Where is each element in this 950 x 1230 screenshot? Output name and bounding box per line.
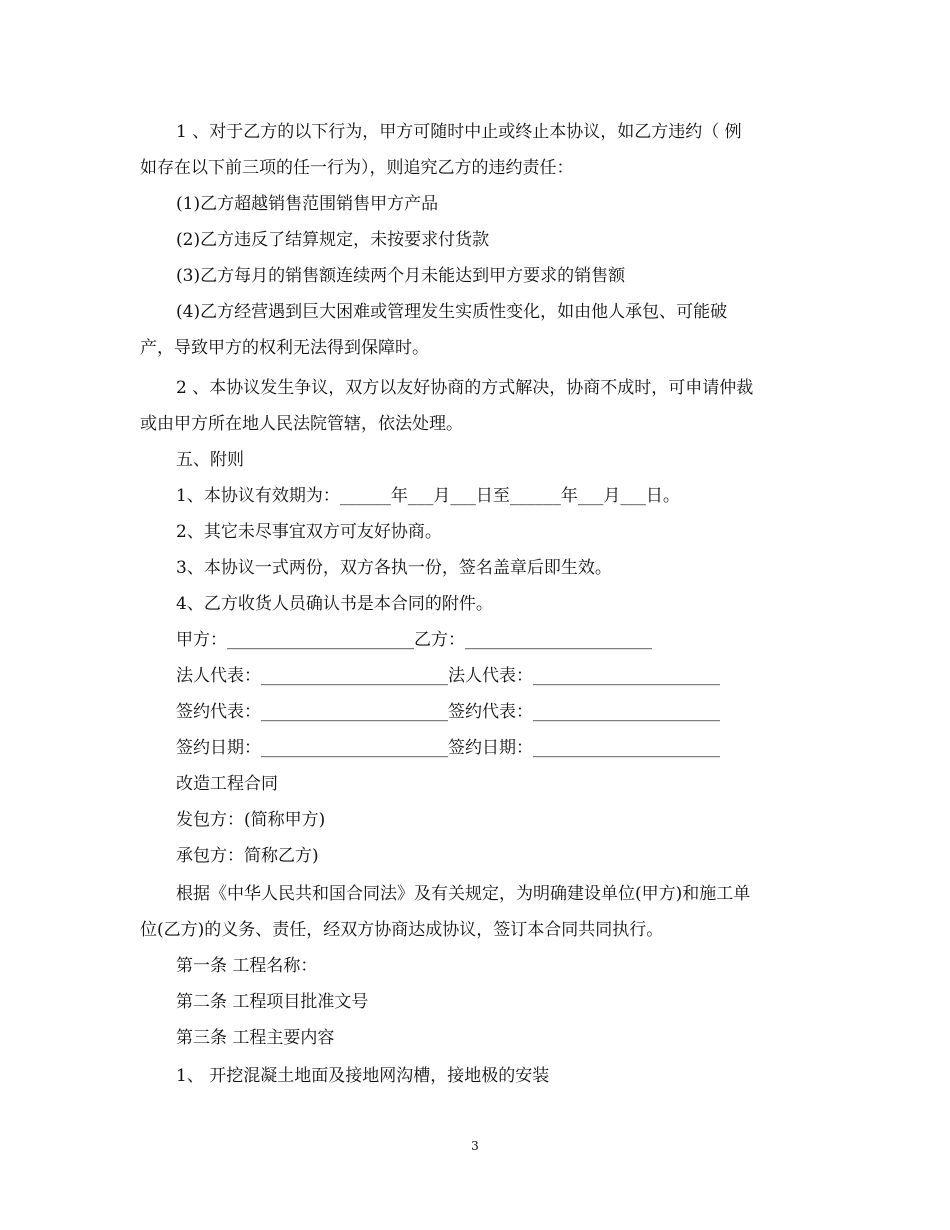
item-4-line-1: (4)乙方经营遇到巨大困难或管理发生实质性变化，如由他人承包、可能破 bbox=[176, 302, 728, 322]
appendix-item-3: 3、本协议一式两份，双方各执一份，签名盖章后即生效。 bbox=[176, 558, 612, 578]
page-number: 3 bbox=[471, 1139, 479, 1153]
article-3: 第三条 工程主要内容 bbox=[176, 1028, 335, 1048]
item-3: (3)乙方每月的销售额连续两个月未能达到甲方要求的销售额 bbox=[176, 266, 626, 286]
appendix-item-2: 2、其它未尽事宜双方可友好协商。 bbox=[176, 522, 442, 542]
clause-1-line-1: 1 、对于乙方的以下行为，甲方可随时中止或终止本协议，如乙方违约（ 例 bbox=[176, 122, 742, 142]
item-4-line-2: 产，导致甲方的权利无法得到保障时。 bbox=[140, 338, 429, 358]
article-1: 第一条 工程名称： bbox=[176, 956, 318, 976]
signature-date-line: 签约日期：______________________签约日期：______________________ bbox=[176, 738, 720, 758]
signature-signing-rep-line: 签约代表：______________________签约代表：______________________ bbox=[176, 702, 720, 722]
appendix-item-4: 4、乙方收货人员确认书是本合同的附件。 bbox=[176, 594, 493, 614]
preamble-line-2: 位(乙方)的义务、责任，经双方协商达成协议，签订本合同共同执行。 bbox=[140, 920, 664, 940]
contractor-party-a: 发包方：(简称甲方) bbox=[176, 810, 326, 830]
preamble-line-1: 根据《中华人民共和国合同法》及有关规定，为明确建设单位(甲方)和施工单 bbox=[176, 884, 751, 904]
clause-2-line-1: 2 、本协议发生争议，双方以友好协商的方式解决，协商不成时，可申请仲裁 bbox=[176, 378, 754, 398]
contractor-party-b: 承包方：简称乙方) bbox=[176, 846, 319, 866]
signature-party-line: 甲方：______________________乙方：______________________ bbox=[176, 630, 652, 650]
contract-title: 改造工程合同 bbox=[176, 774, 278, 794]
clause-2-line-2: 或由甲方所在地人民法院管辖，依法处理。 bbox=[140, 414, 463, 434]
item-1: (1)乙方超越销售范围销售甲方产品 bbox=[176, 194, 439, 214]
article-2: 第二条 工程项目批准文号 bbox=[176, 992, 369, 1012]
appendix-item-1: 1、本协议有效期为：______年___月___日至______年___月___日。 bbox=[176, 486, 680, 506]
section-heading-appendix: 五、附则 bbox=[176, 450, 244, 470]
item-2: (2)乙方违反了结算规定，未按要求付货款 bbox=[176, 230, 490, 250]
clause-1-line-2: 如存在以下前三项的任一行为），则追究乙方的违约责任： bbox=[140, 158, 574, 178]
article-3-item-1: 1、 开挖混凝土地面及接地网沟槽，接地极的安装 bbox=[176, 1066, 550, 1086]
signature-legal-rep-line: 法人代表：______________________法人代表：______________________ bbox=[176, 666, 720, 686]
